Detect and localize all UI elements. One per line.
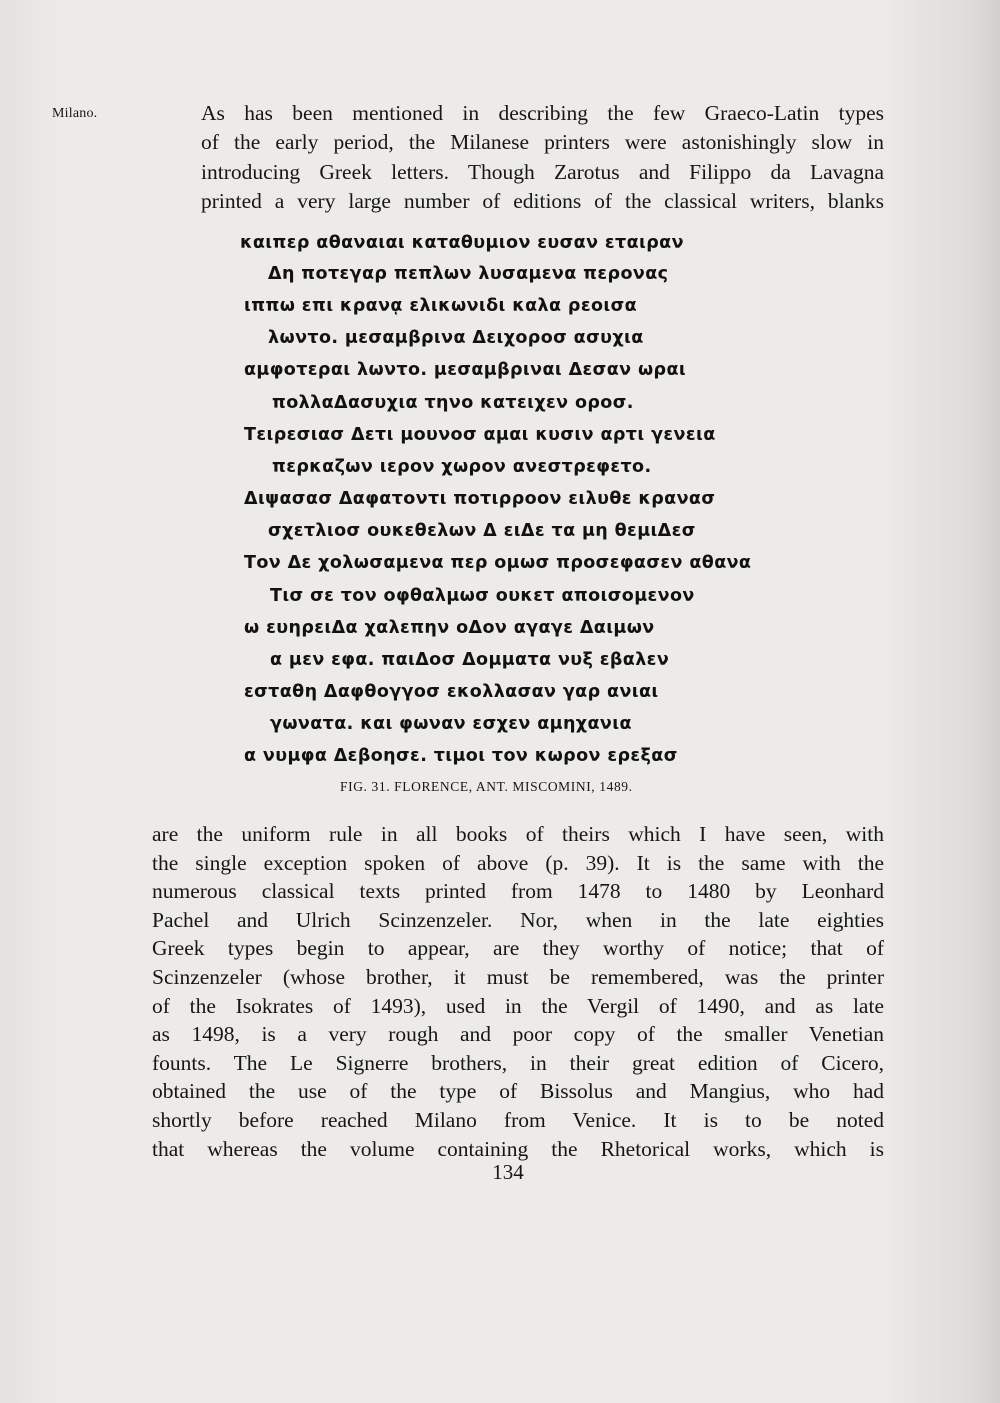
greek-text-line: Τον Δε χολωσαμενα περ ομωσ προσεφασεν αθανα (244, 553, 752, 573)
greek-text-line: Διψασασ Δαφατοντι ποτιρροον ειλυθε κρανασ (244, 489, 716, 509)
text-line: introducing Greek letters. Though Zarotus and Filippo da Lavagna (201, 159, 884, 184)
greek-text-line: σχετλιοσ ουκεθελων Δ ειΔε τα μη θεμιΔεσ (268, 521, 696, 541)
text-line: shortly before reached Milano from Venice. It is to be noted (152, 1107, 884, 1132)
greek-text-line: Τειρεσιασ Δετι μουνοσ αμαι κυσιν αρτι γενεια (244, 425, 716, 445)
text-line: of the Isokrates of 1493), used in the Vergil of 1490, and as late (152, 993, 884, 1018)
greek-text-line: Τισ σε τον οφθαλμωσ ουκετ αποισομενον (270, 586, 695, 606)
margin-note: Milano. (52, 106, 98, 121)
greek-text-line: Δη ποτεγαρ πεπλων λυσαμενα περονας (268, 264, 669, 284)
text-line: are the uniform rule in all books of theirs which I have seen, with (152, 822, 884, 846)
text-line: numerous classical texts printed from 1478 to 1480 by Leonhard (152, 879, 884, 904)
text-line: printed a very large number of editions of the classical writers, blanks (201, 188, 884, 213)
greek-type-specimen-figure (240, 233, 800, 773)
figure-caption: FIG. 31. FLORENCE, ANT. MISCOMINI, 1489. (340, 779, 633, 794)
greek-text-line: περκαζων ιερον χωρον ανεστρεφετο. (272, 457, 652, 477)
greek-text-line: λωντο. μεσαμβρινα Δειχοροσ ασυχια (268, 328, 644, 348)
text-line: Greek types begin to appear, are they worthy of notice; that of (152, 936, 884, 961)
greek-text-line: πολλαΔασυχια τηνο κατειχεν οροσ. (272, 393, 634, 413)
text-line: that whereas the volume containing the Rhetorical works, which is (152, 1136, 884, 1161)
page-number: 134 (492, 1160, 524, 1184)
text-line: As has been mentioned in describing the few Graeco-Latin types (201, 101, 884, 125)
text-line: Pachel and Ulrich Scinzenzeler. Nor, when in the late eighties (152, 907, 884, 932)
greek-text-line: εσταθη Δαφθογγοσ εκολλασαν γαρ ανιαι (244, 682, 659, 702)
text-line: obtained the use of the type of Bissolus and Mangius, who had (152, 1079, 884, 1104)
text-line: as 1498, is a very rough and poor copy of the smaller Venetian (152, 1022, 884, 1047)
greek-text-line: ω ευηρειΔα χαλεπην οΔον αγαγε Δαιμων (244, 618, 655, 638)
paragraph-bottom (152, 820, 884, 1163)
greek-text-line: α μεν εφα. παιΔοσ Δομματα νυξ εβαλεν (270, 650, 670, 670)
greek-text-line: γωνατα. και φωναν εσχεν αμηχανια (270, 714, 632, 734)
text-line: the single exception spoken of above (p. 39). It is the same with the (152, 850, 884, 875)
greek-text-line: ιππω επι κρανᾳ ελικωνιδι καλα ρεοισα (244, 296, 638, 316)
text-line: founts. The Le Signerre brothers, in their great edition of Cicero, (152, 1050, 884, 1075)
paragraph-top (152, 99, 884, 216)
greek-text-line: αμφοτεραι λωντο. μεσαμβριναι Δεσαν ωραι (244, 360, 687, 380)
text-line: Scinzenzeler (whose brother, it must be remembered, was the printer (152, 964, 884, 989)
text-line: of the early period, the Milanese printers were astonishingly slow in (201, 130, 884, 155)
greek-text-line: καιπερ αθαναιαι καταθυμιον ευσαν εταιραν (240, 233, 684, 253)
greek-text-line: α νυμφα Δεβοησε. τιμοι τον κωρον ερεξασ (244, 746, 678, 766)
